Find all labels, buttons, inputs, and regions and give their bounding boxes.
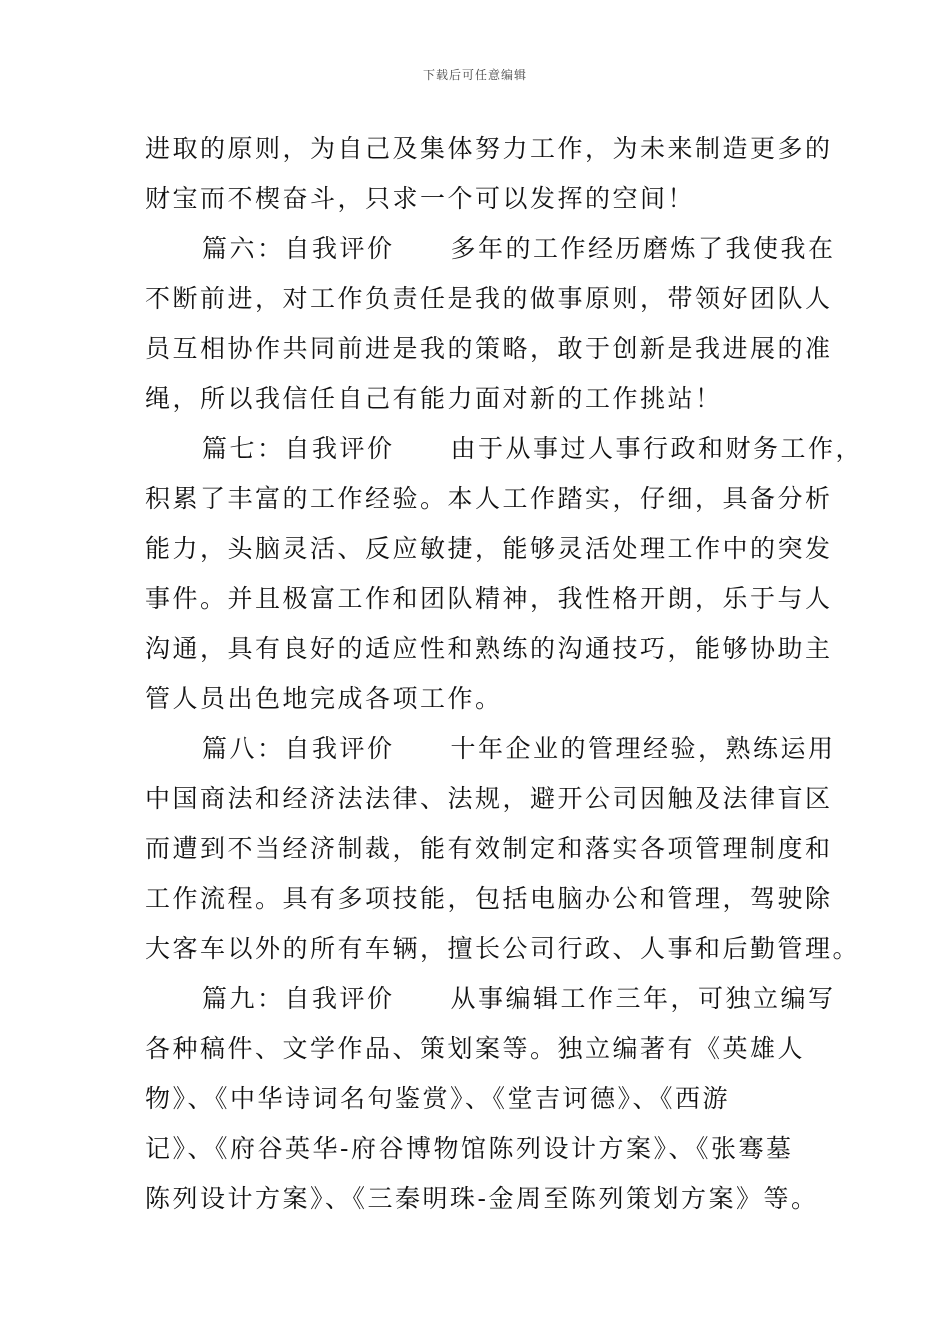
text-line: 各种稿件、文学作品、策划案等。独立编著有《英雄人 [145, 1034, 806, 1063]
section-heading: 篇六：自我评价 [202, 234, 395, 263]
document-body [145, 124, 864, 1224]
text-line: 积累了丰富的工作经验。本人工作踏实，仔细，具备分析 [145, 484, 833, 513]
text-line: 记》、《府谷英华-府谷博物馆陈列设计方案》、《张骞墓 [145, 1134, 794, 1163]
text-line: 进取的原则，为自己及集体努力工作，为未来制造更多的 [145, 134, 833, 163]
text-line: 管人员出色地完成各项工作。 [145, 684, 503, 713]
section-text: 多年的工作经历磨炼了我使我在 [450, 234, 836, 263]
section-text: 十年企业的管理经验，熟练运用 [450, 734, 836, 763]
text-line: 财宝而不楔奋斗，只求一个可以发挥的空间！ [145, 184, 696, 213]
page-header: 下载后可任意编辑 [422, 68, 527, 82]
text-line: 物》、《中华诗词名句鉴赏》、《堂吉诃德》、《西游 [145, 1084, 731, 1113]
text-line: 而遭到不当经济制裁，能有效制定和落实各项管理制度和 [145, 834, 833, 863]
section-text: 由于从事过人事行政和财务工作， [450, 434, 864, 463]
text-line: 工作流程。具有多项技能，包括电脑办公和管理，驾驶除 [145, 884, 833, 913]
section-text: 从事编辑工作三年，可独立编写 [450, 984, 836, 1013]
section-heading: 篇八：自我评价 [202, 734, 395, 763]
text-line: 中国商法和经济法法律、法规，避开公司因触及法律盲区 [145, 784, 833, 813]
section-seven-first-line [145, 424, 864, 474]
text-line: 沟通，具有良好的适应性和熟练的沟通技巧，能够协助主 [145, 634, 833, 663]
section-six-first-line [145, 224, 836, 274]
text-line: 不断前进，对工作负责任是我的做事原则，带领好团队人 [145, 284, 833, 313]
text-line: 员互相协作共同前进是我的策略，敢于创新是我进展的准 [145, 334, 833, 363]
section-nine-first-line [145, 974, 836, 1024]
text-line: 事件。并且极富工作和团队精神，我性格开朗，乐于与人 [145, 584, 833, 613]
text-line: 大客车以外的所有车辆，擅长公司行政、人事和后勤管理。 [145, 934, 861, 963]
text-line: 绳，所以我信任自己有能力面对新的工作挑站！ [145, 384, 723, 413]
text-line: 能力，头脑灵活、反应敏捷，能够灵活处理工作中的突发 [145, 534, 833, 563]
section-heading: 篇七：自我评价 [202, 434, 395, 463]
section-heading: 篇九：自我评价 [202, 984, 395, 1013]
section-eight-first-line [145, 724, 836, 774]
text-line: 陈列设计方案》、《三秦明珠-金周至陈列策划方案》等。 [145, 1184, 819, 1213]
